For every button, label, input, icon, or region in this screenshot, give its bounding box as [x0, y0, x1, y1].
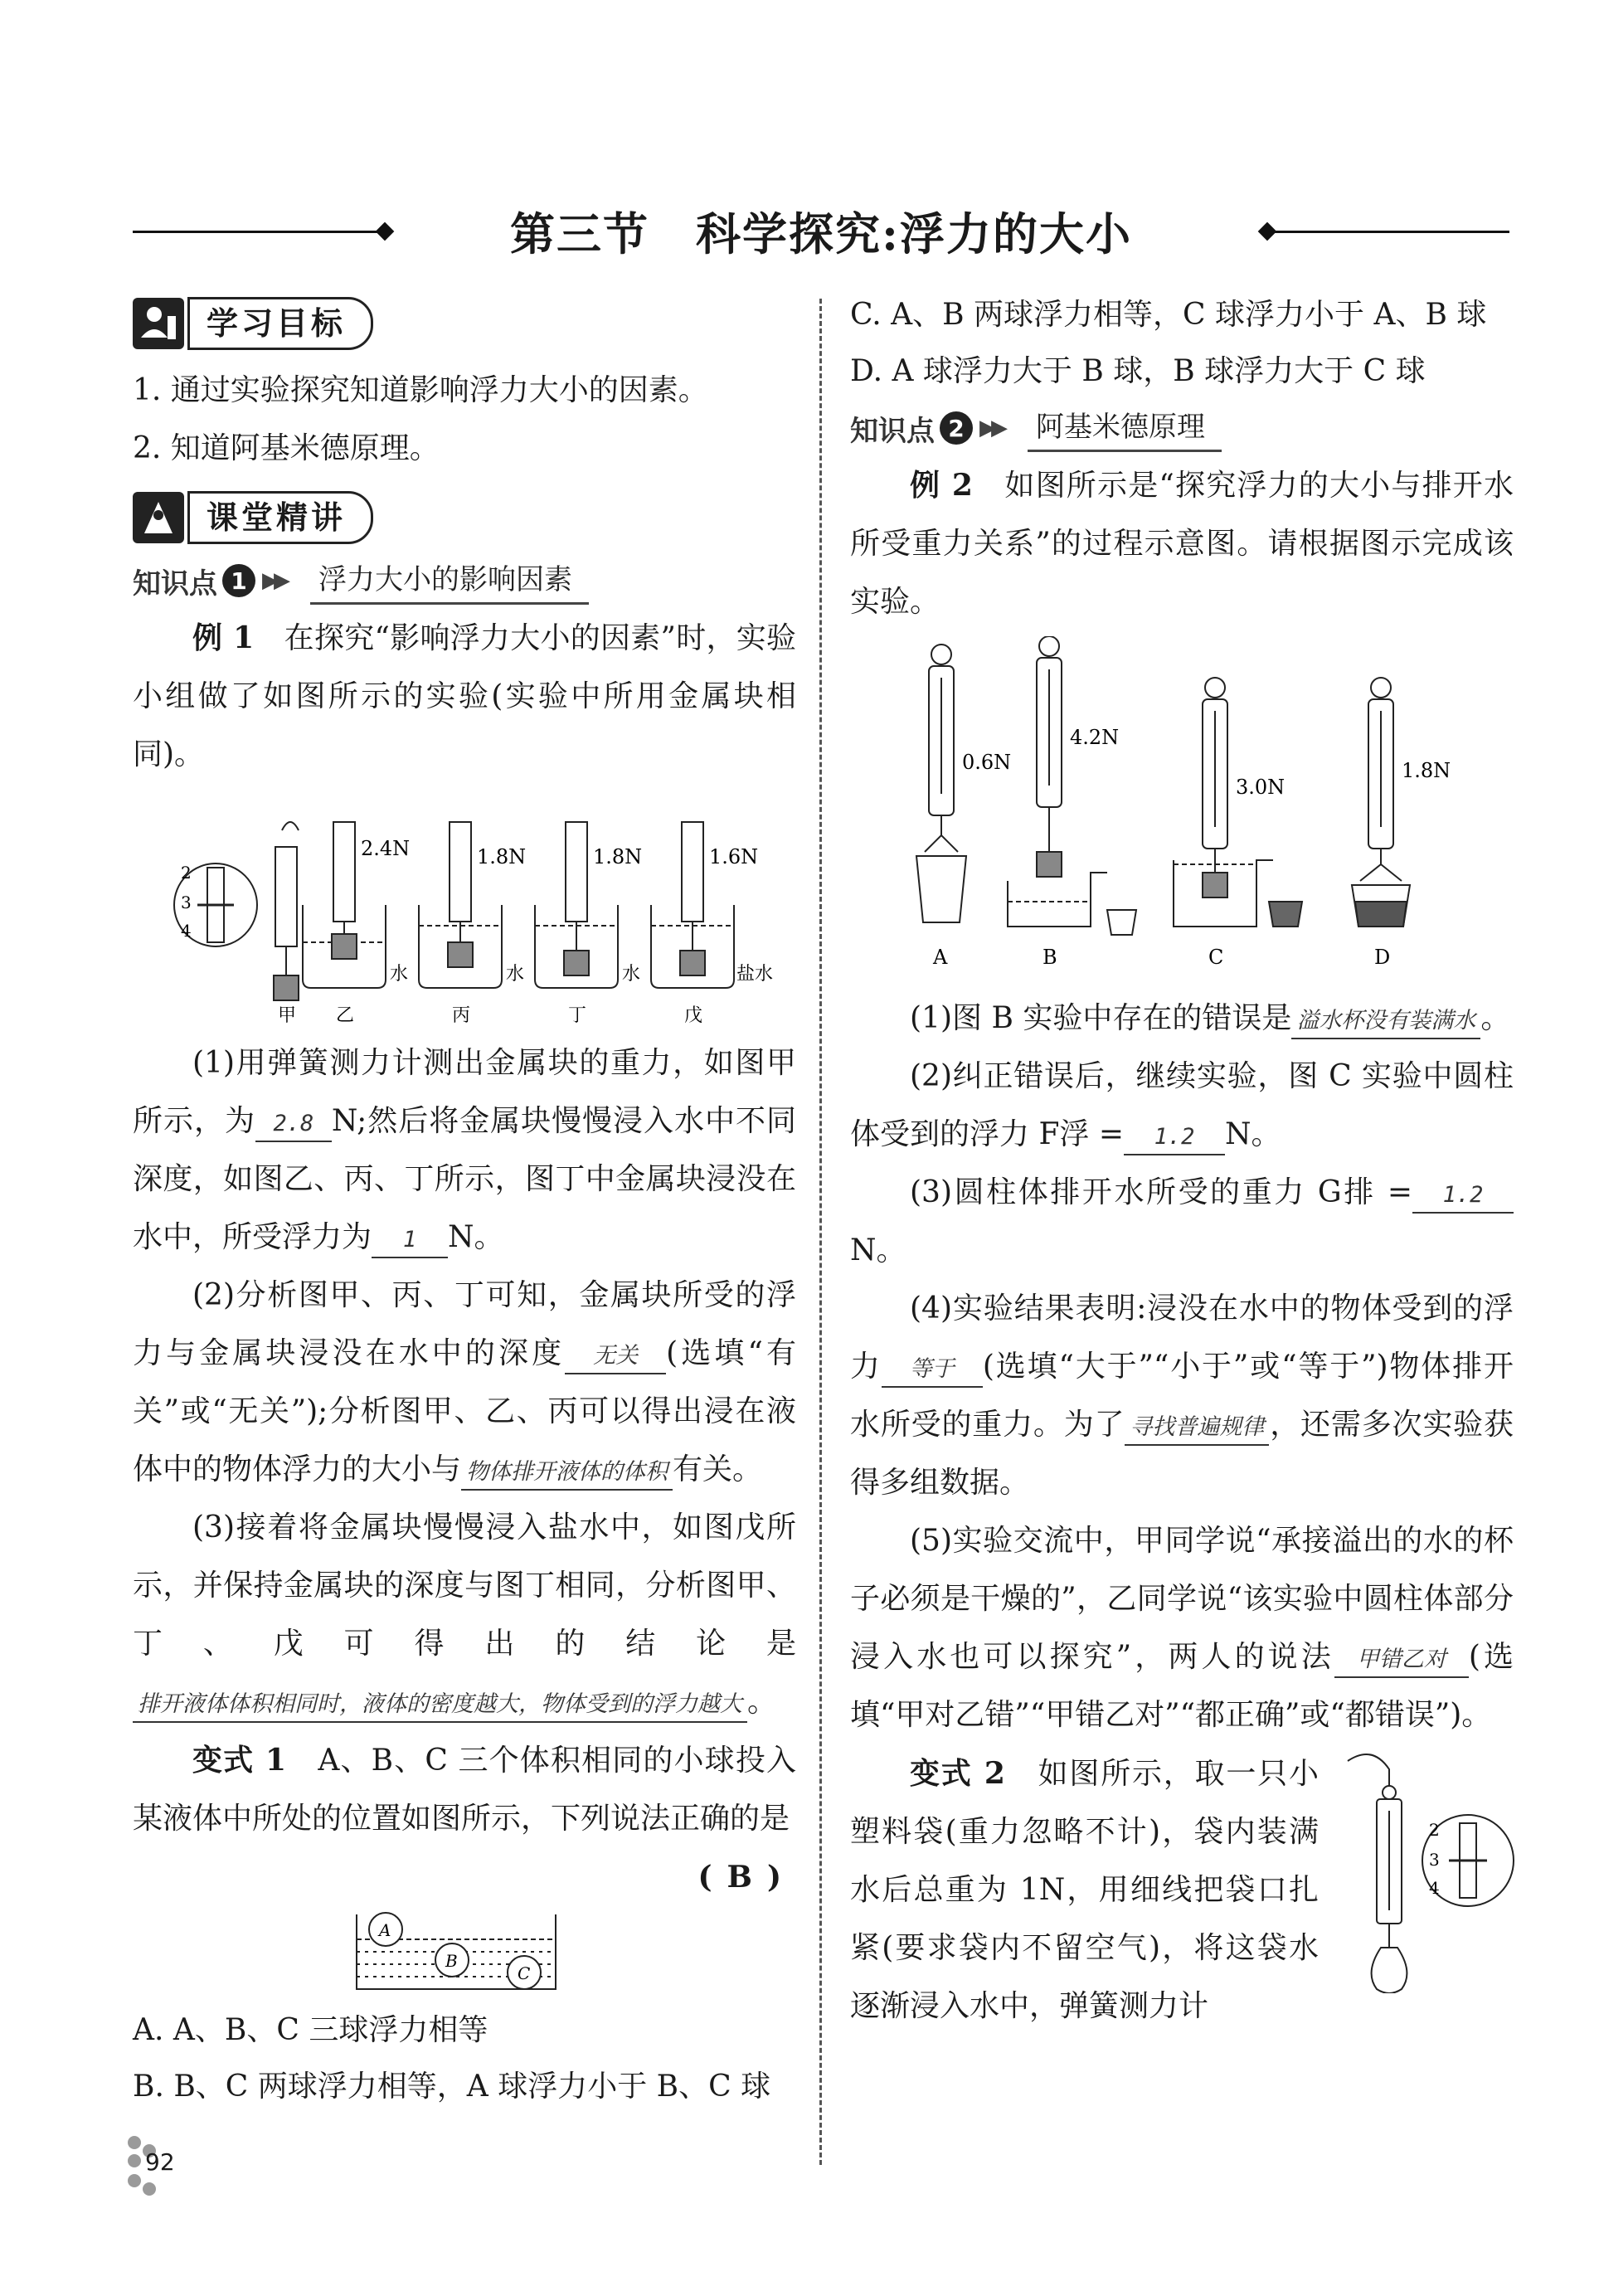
question-text: (4)实验结果表明:浸没在水中的物体受到的浮力: [850, 1292, 1514, 1384]
scale-tick: 4: [181, 921, 192, 941]
buoyancy-experiment-figure: [133, 789, 796, 1029]
setup-c: [1174, 678, 1302, 927]
figure-caption: A: [933, 946, 948, 969]
ex2-question-5: [850, 1512, 1514, 1744]
variant-head: 变式 2: [910, 1756, 1005, 1791]
example-head: 例 2: [910, 468, 973, 503]
hex-dot: [128, 2154, 141, 2167]
ex2-question-1: [850, 990, 1514, 1048]
variant-head: 变式 1: [192, 1743, 287, 1778]
goals-label: 学习目标: [187, 297, 373, 350]
goals-badge: [133, 297, 796, 350]
scale-tick: 3: [1429, 1850, 1440, 1870]
question-text: N。: [448, 1220, 504, 1254]
question-text: (5)实验交流中，甲同学说“承接溢出的水的杯子必须是干燥的”，乙同学说“该实验中圆柱体部分浸入水也可以探究”，两人的说法: [850, 1524, 1514, 1674]
ball-label: C: [518, 1963, 531, 1983]
ex2-question-4: [850, 1280, 1514, 1512]
knowledge-point-2: [850, 403, 1514, 453]
right-column: [850, 290, 1514, 2036]
reading-label: 3.0N: [1236, 776, 1286, 799]
ex1-question-2: [133, 1267, 796, 1499]
question-text: (2)纠正错误后，继续实验，图 C 实验中圆柱体受到的浮力 F浮 =: [850, 1059, 1514, 1151]
answer-blank: 物体排开液体的体积: [461, 1456, 673, 1491]
question-text: (3)圆柱体排开水所受的重力 G排 =: [910, 1175, 1412, 1209]
student-icon: [133, 298, 184, 349]
setup-d: [1352, 678, 1410, 927]
goal-item: 1. 通过实验探究知道影响浮力大小的因素。: [133, 373, 708, 407]
title-rule-right: [1267, 231, 1509, 233]
figure-caption: D: [1374, 946, 1391, 969]
question-text: (2)分析图甲、丙、丁可知，金属块所受的浮力与金属块浸没在水中的深度: [133, 1278, 796, 1370]
kp-label: 知识点: [133, 567, 217, 601]
figure-caption: 乙: [336, 1005, 355, 1026]
left-column: [133, 290, 796, 2115]
variant-text: A、B、C 三个体积相同的小球投入某液体中所处的位置如图所示，下列说法正确的是: [133, 1744, 796, 1836]
choice-answer-letter: B: [727, 1860, 767, 1895]
scale-tick: 3: [181, 893, 192, 912]
lecture-badge: [133, 491, 796, 544]
question-text: N。: [1225, 1117, 1281, 1151]
reading-label: 1.8N: [1402, 759, 1451, 782]
answer-blank: 2.8: [255, 1107, 332, 1142]
scale-tick: 2: [181, 863, 192, 883]
double-arrow-icon: ▶▶: [262, 568, 285, 593]
choice-option: B. B、C 两球浮力相等，A 球浮力小于 B、C 球: [133, 2070, 771, 2104]
variant-2-text: [850, 1744, 1319, 2036]
page-title: 第三节 科学探究:浮力的大小: [510, 207, 1132, 260]
goal-item: 2. 知道阿基米德原理。: [133, 431, 440, 465]
question-text: (选填“甲对乙错”“甲错乙对”“都正确”或“都错误”)。: [850, 1640, 1514, 1732]
figure-caption: B: [1043, 946, 1057, 969]
reading-label: 0.6N: [962, 751, 1012, 774]
scale-tick: 2: [1429, 1820, 1440, 1840]
knowledge-point-1: [133, 556, 796, 606]
liquid-label: 水: [390, 964, 409, 985]
answer-blank: 1.2: [1124, 1121, 1225, 1155]
reading-label: 4.2N: [1070, 726, 1120, 749]
example-head: 例 1: [192, 620, 255, 655]
answer-blank: 等于: [882, 1353, 983, 1388]
example-2-intro: [850, 456, 1514, 631]
kp-number: 1: [222, 564, 255, 597]
archimedes-experiment-figure: [850, 636, 1514, 985]
figure-caption: 甲: [278, 1005, 297, 1026]
kp-title: 浮力大小的影响因素: [310, 557, 589, 605]
liquid-label: 水: [622, 964, 641, 985]
ball-label: B: [445, 1951, 458, 1971]
question-text: N。: [850, 1233, 906, 1267]
example-1-intro: [133, 609, 796, 784]
answer-blank: 寻找普遍规律: [1125, 1411, 1269, 1446]
variant-text: 如图所示，取一只小塑料袋(重力忽略不计)，袋内装满水后总重为 1N，用细线把袋口扎紧(要求袋内不留空气)，将这袋水逐渐浸入水中，弹簧测力计: [850, 1757, 1319, 2023]
reading-label: 1.8N: [593, 845, 643, 868]
answer-blank: 1: [372, 1223, 448, 1258]
liquid-label: 水: [506, 964, 525, 985]
figure-caption: 丁: [568, 1005, 587, 1026]
answer-blank: 溢水杯没有装满水: [1291, 1004, 1480, 1039]
question-text: (1)图 B 实验中存在的错误是: [910, 1001, 1292, 1035]
lecture-label: 课堂精讲: [187, 491, 373, 544]
title-bar: [133, 199, 1509, 265]
question-text: (1)用弹簧测力计测出金属块的重力，如图甲所示，为: [133, 1046, 796, 1138]
kp-label: 知识点: [850, 414, 935, 448]
question-text: N;然后将金属块慢慢浸入水中不同深度，如图乙、丙、丁所示，图丁中金属块浸没在水中，所受浮力为: [133, 1104, 796, 1254]
ex2-question-2: [850, 1048, 1514, 1164]
answer-blank: 排开液体体积相同时，液体的密度越大，物体受到的浮力越大: [133, 1688, 747, 1723]
ball-label: A: [379, 1920, 391, 1940]
setup-a: [916, 645, 966, 922]
variant-1: [133, 1731, 796, 1895]
setup-b: [1008, 636, 1136, 935]
choice-option: C. A、B 两球浮力相等，C 球浮力小于 A、B 球: [850, 298, 1487, 332]
question-text: 有关。: [673, 1452, 763, 1486]
example-text: 在探究“影响浮力大小的因素”时，实验小组做了如图所示的实验(实验中所用金属块相同)。: [133, 621, 796, 771]
answer-blank: 无关: [565, 1340, 666, 1374]
variant-2: [850, 1744, 1514, 2036]
answer-blank: 1.2: [1412, 1179, 1514, 1214]
question-text: ，还需多次实验获得多组数据。: [850, 1408, 1514, 1500]
ex1-question-1: [133, 1034, 796, 1267]
choice-option: D. A 球浮力大于 B 球，B 球浮力大于 C 球: [850, 354, 1426, 388]
figure-caption: 丙: [452, 1005, 471, 1026]
choice-answer: (B): [697, 1860, 796, 1895]
question-text: 。: [747, 1685, 778, 1719]
column-divider: [819, 299, 822, 2165]
answer-blank: 甲错乙对: [1334, 1643, 1469, 1678]
teacher-icon: [133, 492, 184, 543]
choice-option: A. A、B、C 三球浮力相等: [133, 2013, 488, 2047]
figure-caption: C: [1208, 946, 1224, 969]
hex-dot: [128, 2174, 141, 2187]
reading-label: 1.6N: [709, 845, 759, 868]
double-arrow-icon: ▶▶: [979, 416, 1003, 440]
scale-tick: 4: [1429, 1878, 1440, 1898]
question-text: 。: [1480, 1001, 1511, 1035]
example-text: 如图所示是“探究浮力的大小与排开水所受重力关系”的过程示意图。请根据图示完成该实验。: [850, 469, 1514, 619]
ex2-question-3: [850, 1164, 1514, 1280]
scale-jia: [274, 822, 299, 1000]
ex1-question-3: [133, 1499, 796, 1731]
reading-label: 2.4N: [361, 837, 411, 860]
question-text: (选填“有关”或“无关”);分析图甲、乙、丙可以得出浸在液体中的物体浮力的大小与: [133, 1336, 796, 1486]
liquid-label: 盐水: [736, 964, 774, 985]
kp-number: 2: [940, 411, 973, 445]
question-text: (选填“大于”“小于”或“等于”)物体排开水所受的重力。为了: [850, 1350, 1514, 1442]
hex-dot: [128, 2136, 141, 2149]
hex-dot: [143, 2182, 156, 2196]
kp-title: 阿基米德原理: [1028, 404, 1222, 452]
water-bag-scale-figure: [1331, 1744, 1522, 1993]
reading-label: 1.8N: [477, 845, 527, 868]
question-text: (3)接着将金属块慢慢浸入盐水中，如图戊所示，并保持金属块的深度与图丁相同，分析图甲、丁、戊可得出的结论是: [133, 1510, 796, 1661]
page-number: 92: [145, 2148, 175, 2176]
figure-caption: 戊: [684, 1005, 703, 1026]
balls-in-liquid-figure: [133, 1906, 796, 1997]
